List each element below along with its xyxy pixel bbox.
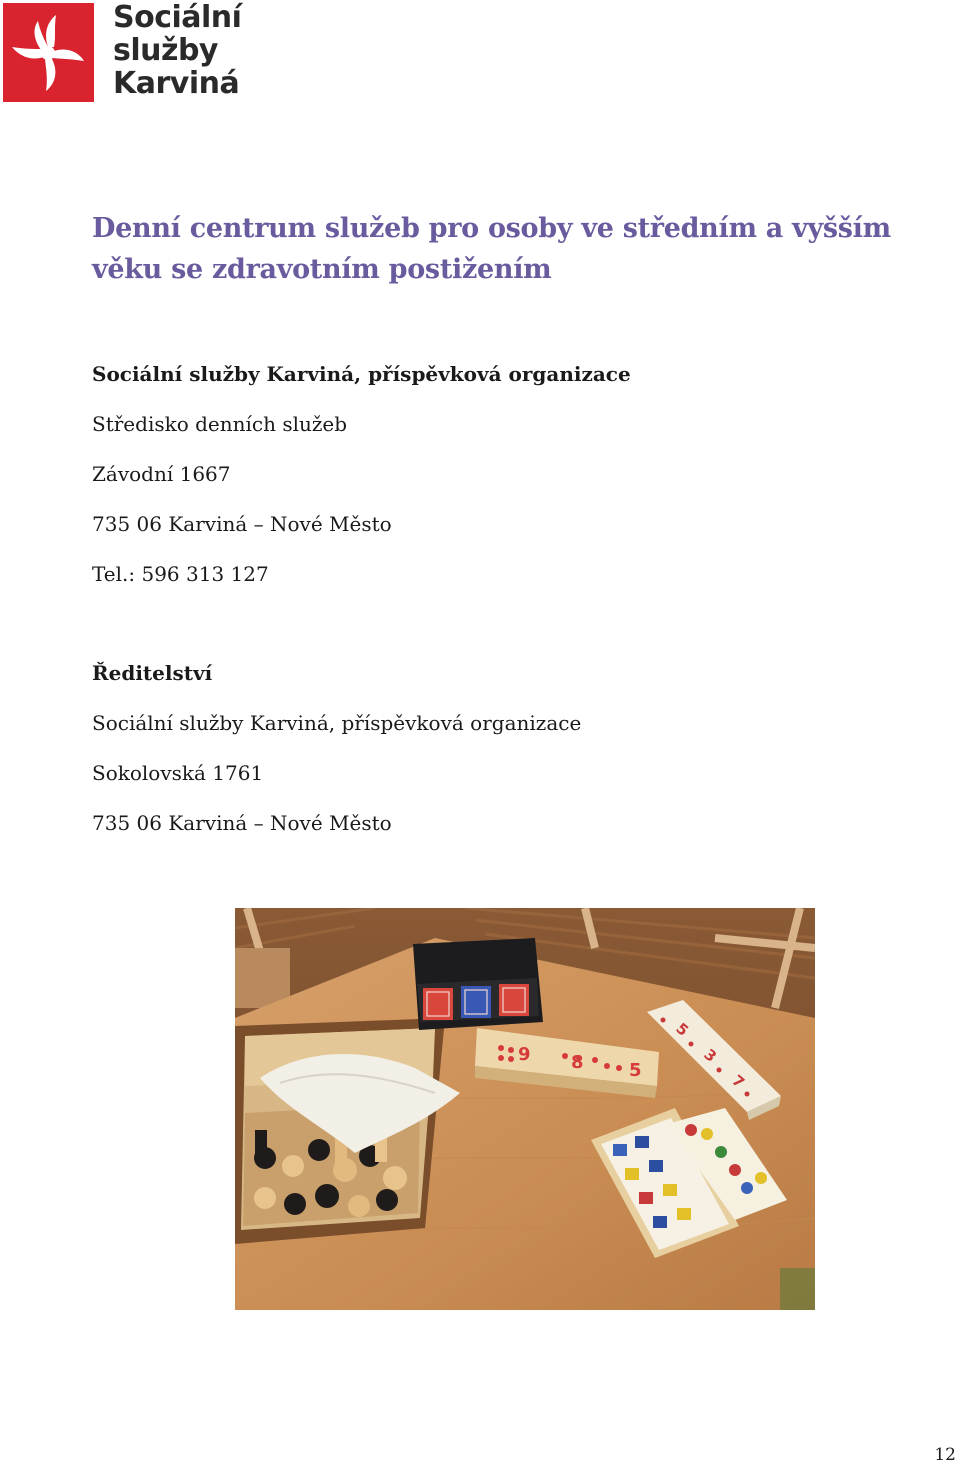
pinwheel-star-icon [3,3,94,102]
street-address: Závodní 1667 [92,462,231,486]
domino-number: 5 [629,1060,642,1081]
board-games-photo [235,908,815,1310]
board-games-illustration [235,908,815,1310]
city-address: 735 06 Karviná – Nové Město [92,512,392,536]
organization-logo [3,0,253,103]
headquarters-name: Sociální služby Karviná, příspěvková organizace [92,711,582,735]
logo-line: Sociální [113,0,242,35]
organization-name: Sociální služby Karviná, příspěvková organizace [92,362,631,386]
box-number: 3 [700,1045,720,1066]
logo-line: služby [113,33,218,68]
headquarters-contact [92,648,912,848]
headquarters-city: 735 06 Karviná – Nové Město [92,811,392,835]
document-title: Denní centrum služeb pro osoby ve středním a vyšším věku se zdravotním postižením [92,213,891,285]
box-number: 7 [728,1071,748,1092]
domino-number: 8 [571,1052,584,1073]
headquarters-street: Sokolovská 1761 [92,761,264,785]
box-number: 5 [672,1019,692,1040]
organization-contact [92,349,912,599]
page-number: 12 [934,1445,956,1465]
department-name: Středisko denních služeb [92,412,348,436]
domino-number: 9 [518,1044,531,1065]
logo-wordmark [113,1,241,100]
logo-mark [3,3,94,102]
headquarters-heading: Ředitelství [92,661,213,685]
logo-line: Karviná [113,66,240,101]
phone-number: Tel.: 596 313 127 [92,562,269,586]
